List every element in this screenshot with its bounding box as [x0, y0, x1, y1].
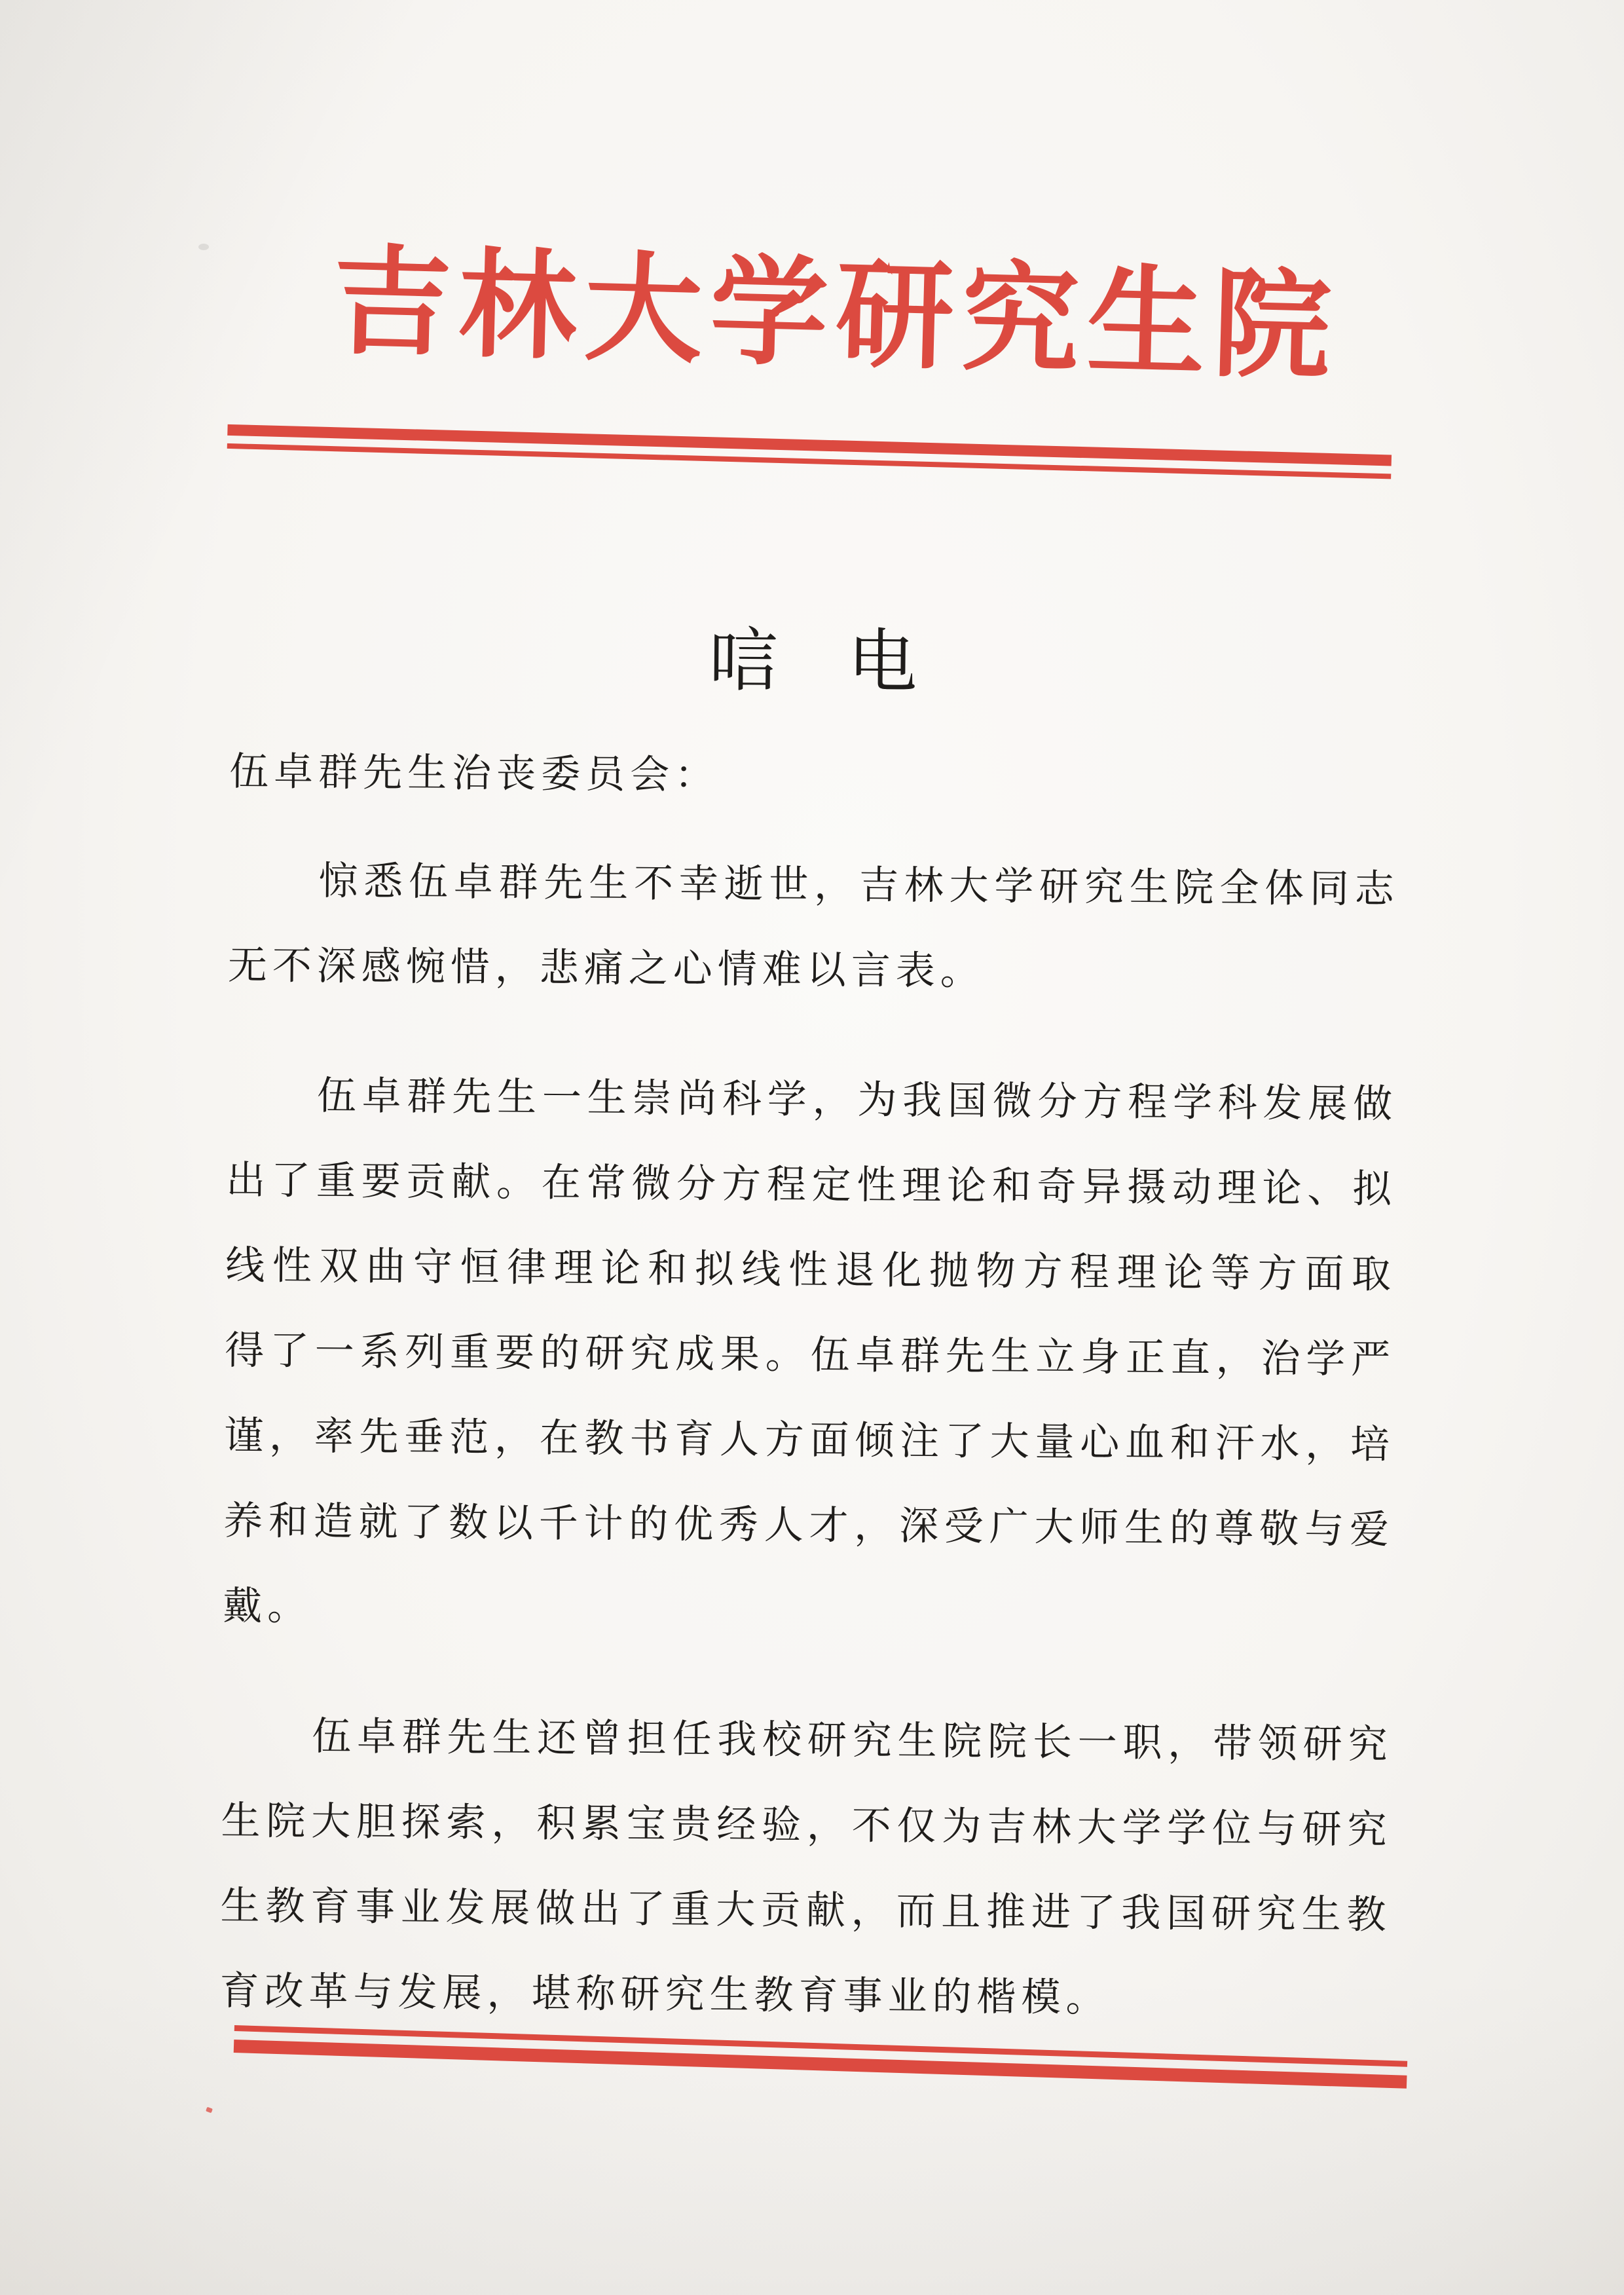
text-line: 出 了 重 要 贡 献 。 在 常 微 分 方 程 定 性 理 论 和 奇 异 摄 动 理 论 、 拟	[226, 1158, 1392, 1211]
text-line: 戴。	[222, 1584, 312, 1629]
letterhead-double-rule	[227, 424, 1392, 479]
letterhead	[227, 237, 1397, 479]
paragraph	[227, 838, 1394, 1017]
text-line: 线 性 双 曲 守 恒 律 理 论 和 拟 线 性 退 化 抛 物 方 程 理 论 等 方 面 取	[225, 1243, 1392, 1296]
salutation: 伍卓群先生治丧委员会：	[229, 749, 720, 797]
paragraphs	[219, 838, 1394, 2043]
text-line: 伍 卓 群 先 生 一 生 崇 尚 科 学 ， 为 我 国 微 分 方 程 学 科 发 展 做	[316, 1074, 1393, 1126]
letter-body	[219, 619, 1396, 2043]
text-line: 得 了 一 系 列 重 要 的 研 究 成 果 。 伍 卓 群 先 生 立 身 正 直 ， 治 学 严	[224, 1328, 1391, 1381]
organization-name: 吉林大学研究生院	[331, 237, 1340, 394]
scan-smudge	[198, 244, 209, 250]
document-title: 唁 电	[709, 622, 917, 701]
scan-red-speck	[206, 2107, 213, 2114]
text-line: 惊 悉 伍 卓 群 先 生 不 幸 逝 世 ， 吉 林 大 学 研 究 生 院 全 体 同 志	[318, 859, 1394, 911]
text-line: 育改革与发展，堪称研究生教育事业的楷模。	[219, 1969, 1111, 2020]
text-line: 无不深感惋惜，悲痛之心情难以言表。	[227, 943, 986, 994]
text-line: 谨 ， 率 先 垂 范 ， 在 教 书 育 人 方 面 倾 注 了 大 量 心 血 和 汗 水 ， 培	[223, 1413, 1390, 1466]
text-line: 养 和 造 就 了 数 以 千 计 的 优 秀 人 才 ， 深 受 广 大 师 生 的 尊 敬 与 爱	[223, 1499, 1390, 1552]
text-line: 生 教 育 事 业 发 展 做 出 了 重 大 贡 献 ， 而 且 推 进 了 我 国 研 究 生 教	[220, 1884, 1386, 1937]
paragraph	[223, 1053, 1393, 1658]
paragraph	[219, 1693, 1388, 2043]
text-line: 生 院 大 胆 探 索 ， 积 累 宝 贵 经 验 ， 不 仅 为 吉 林 大 学 学 位 与 研 究	[221, 1799, 1387, 1852]
text-line: 伍 卓 群 先 生 还 曾 担 任 我 校 研 究 生 院 院 长 一 职 ， 带 领 研 究	[311, 1715, 1388, 1766]
